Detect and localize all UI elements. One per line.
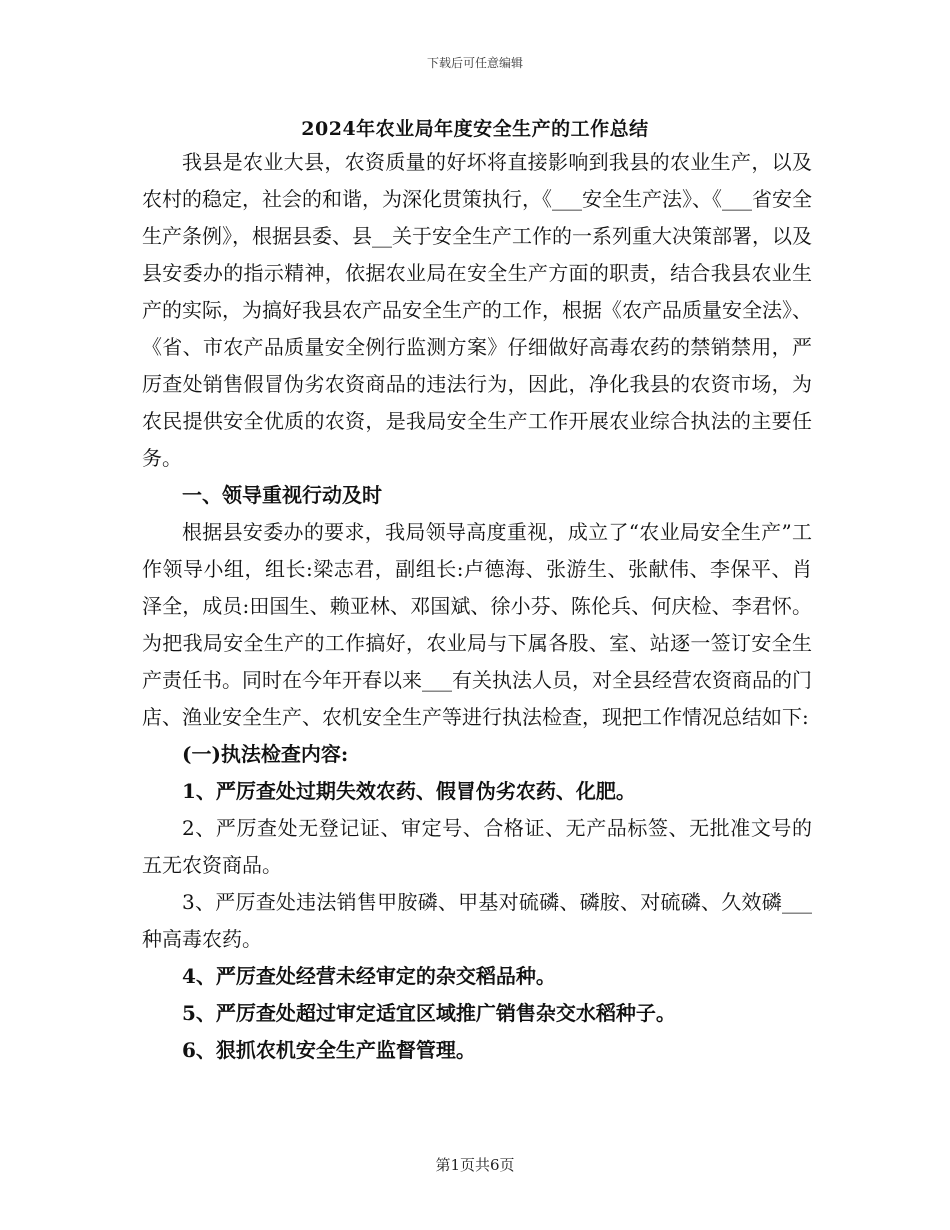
header-note: 下载后可任意编辑	[426, 56, 523, 70]
list-item: 4、严厉查处经营未经审定的杂交稻品种。	[182, 964, 556, 988]
document-body	[142, 144, 812, 1069]
section-paragraph: 根据县安委办的要求，我局领导高度重视，成立了“农业局安全生产”工作领导小组，组长:梁志君，副组长:卢德海、张游生、张献伟、李保平、肖泽全，成员:田国生、赖亚林、邓国斌、徐小芬、陈伦兵、何庆检、李君怀。为把我局安全生产的工作搞好，农业局与下属各股、室、站逐一签订安全生产责任书。同时在今年开春以来___有关执法人员，对全县经营农资商品的门店、渔业安全生产、农机安全生产等进行执法检查，现把工作情况总结如下:	[142, 520, 812, 729]
intro-paragraph: 我县是农业大县，农资质量的好坏将直接影响到我县的农业生产，以及农村的稳定，社会的和谐，为深化贯策执行，《___安全生产法》、《___省安全生产条例》，根据县委、县__关于安全生产工作的一系列重大决策部署，以及县安委办的指示精神，依据农业局在安全生产方面的职责，结合我县农业生产的实际，为搞好我县农产品安全生产的工作，根据《农产品质量安全法》、《省、市农产品质量安全例行监测方案》仔细做好高毒农药的禁销禁用，严厉查处销售假冒伪劣农资商品的违法行为，因此，净化我县的农资市场，为农民提供安全优质的农资，是我局安全生产工作开展农业综合执法的主要任务。	[142, 150, 812, 470]
list-item: 6、狠抓农机安全生产监督管理。	[182, 1038, 476, 1062]
list-item: 1、严厉查处过期失效农药、假冒伪劣农药、化肥。	[182, 779, 636, 803]
list-item: 5、严厉查处超过审定适宜区域推广销售杂交水稻种子。	[182, 1001, 676, 1025]
page-number: 第1页共6页	[435, 1156, 515, 1174]
section-heading: 一、领导重视行动及时	[182, 483, 382, 507]
list-item: 3、严厉查处违法销售甲胺磷、甲基对硫磷、磷胺、对硫磷、久效磷___种高毒农药。	[142, 890, 812, 951]
subsection-heading: (一)执法检查内容:	[182, 742, 349, 766]
document-title: 2024年农业局年度安全生产的工作总结	[301, 118, 649, 140]
list-item: 2、严厉查处无登记证、审定号、合格证、无产品标签、无批准文号的五无农资商品。	[142, 816, 812, 877]
